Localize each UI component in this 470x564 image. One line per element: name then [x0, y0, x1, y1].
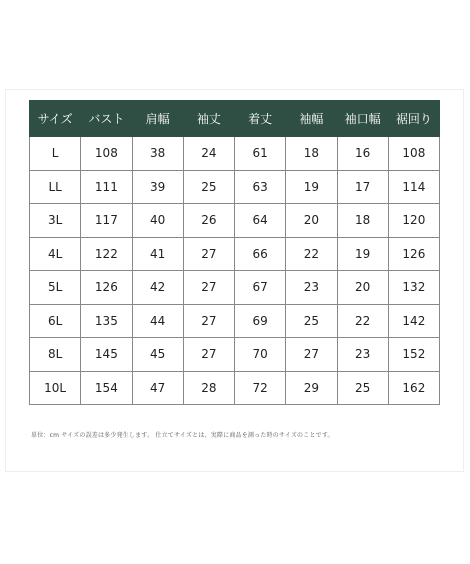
table-cell: 18	[286, 137, 337, 171]
table-cell: 66	[235, 237, 286, 271]
table-cell: 28	[183, 371, 234, 405]
table-cell: 22	[286, 237, 337, 271]
measurement-note: 単位：cm サイズの誤差は多少発生します。 仕立てサイズとは、実際に商品を測った時のサイズのことです。	[31, 432, 334, 439]
size-chart-table	[29, 100, 440, 405]
table-cell: 45	[132, 338, 183, 372]
table-cell: 17	[337, 170, 388, 204]
table-cell: 132	[388, 271, 439, 305]
table-cell: 16	[337, 137, 388, 171]
table-cell: 3L	[30, 204, 81, 238]
table-cell: 25	[337, 371, 388, 405]
header-size: サイズ	[30, 101, 81, 137]
table-cell: 111	[81, 170, 132, 204]
table-cell: 29	[286, 371, 337, 405]
header-cuff-width: 袖口幅	[337, 101, 388, 137]
table-cell: 27	[183, 338, 234, 372]
header-sleeve-width: 袖幅	[286, 101, 337, 137]
table-cell: 27	[183, 237, 234, 271]
table-cell: 142	[388, 304, 439, 338]
table-cell: 25	[183, 170, 234, 204]
table-cell: 70	[235, 338, 286, 372]
table-row	[30, 170, 440, 204]
table-cell: 63	[235, 170, 286, 204]
table-cell: 26	[183, 204, 234, 238]
header-bust: バスト	[81, 101, 132, 137]
table-cell: 61	[235, 137, 286, 171]
table-cell: 6L	[30, 304, 81, 338]
table-cell: 23	[337, 338, 388, 372]
table-cell: 126	[81, 271, 132, 305]
table-cell: 5L	[30, 271, 81, 305]
table-cell: 39	[132, 170, 183, 204]
table-cell: 135	[81, 304, 132, 338]
table-cell: 145	[81, 338, 132, 372]
table-cell: 20	[337, 271, 388, 305]
table-cell: L	[30, 137, 81, 171]
table-cell: 126	[388, 237, 439, 271]
table-cell: 41	[132, 237, 183, 271]
table-cell: 24	[183, 137, 234, 171]
table-cell: 23	[286, 271, 337, 305]
table-cell: 19	[286, 170, 337, 204]
table-cell: 117	[81, 204, 132, 238]
table-cell: 162	[388, 371, 439, 405]
table-cell: 44	[132, 304, 183, 338]
table-row	[30, 304, 440, 338]
table-cell: 40	[132, 204, 183, 238]
table-cell: 20	[286, 204, 337, 238]
table-row	[30, 271, 440, 305]
table-cell: 27	[183, 304, 234, 338]
table-cell: 8L	[30, 338, 81, 372]
table-cell: 120	[388, 204, 439, 238]
table-cell: 64	[235, 204, 286, 238]
table-cell: 42	[132, 271, 183, 305]
table-cell: 10L	[30, 371, 81, 405]
table-cell: 154	[81, 371, 132, 405]
table-row	[30, 371, 440, 405]
header-shoulder-width: 肩幅	[132, 101, 183, 137]
table-cell: 72	[235, 371, 286, 405]
table-cell: 114	[388, 170, 439, 204]
header-hem-circumference: 裾回り	[388, 101, 439, 137]
table-cell: 122	[81, 237, 132, 271]
table-cell: 27	[286, 338, 337, 372]
table-cell: LL	[30, 170, 81, 204]
table-cell: 47	[132, 371, 183, 405]
header-sleeve-length: 袖丈	[183, 101, 234, 137]
table-row	[30, 237, 440, 271]
table-row	[30, 204, 440, 238]
table-cell: 4L	[30, 237, 81, 271]
table-cell: 19	[337, 237, 388, 271]
table-cell: 67	[235, 271, 286, 305]
table-cell: 108	[81, 137, 132, 171]
table-cell: 38	[132, 137, 183, 171]
table-cell: 22	[337, 304, 388, 338]
header-body-length: 着丈	[235, 101, 286, 137]
table-cell: 152	[388, 338, 439, 372]
table-cell: 69	[235, 304, 286, 338]
table-header-row	[30, 101, 440, 137]
table-row	[30, 338, 440, 372]
table-cell: 18	[337, 204, 388, 238]
table-row	[30, 137, 440, 171]
table-cell: 25	[286, 304, 337, 338]
table-cell: 27	[183, 271, 234, 305]
table-cell: 108	[388, 137, 439, 171]
